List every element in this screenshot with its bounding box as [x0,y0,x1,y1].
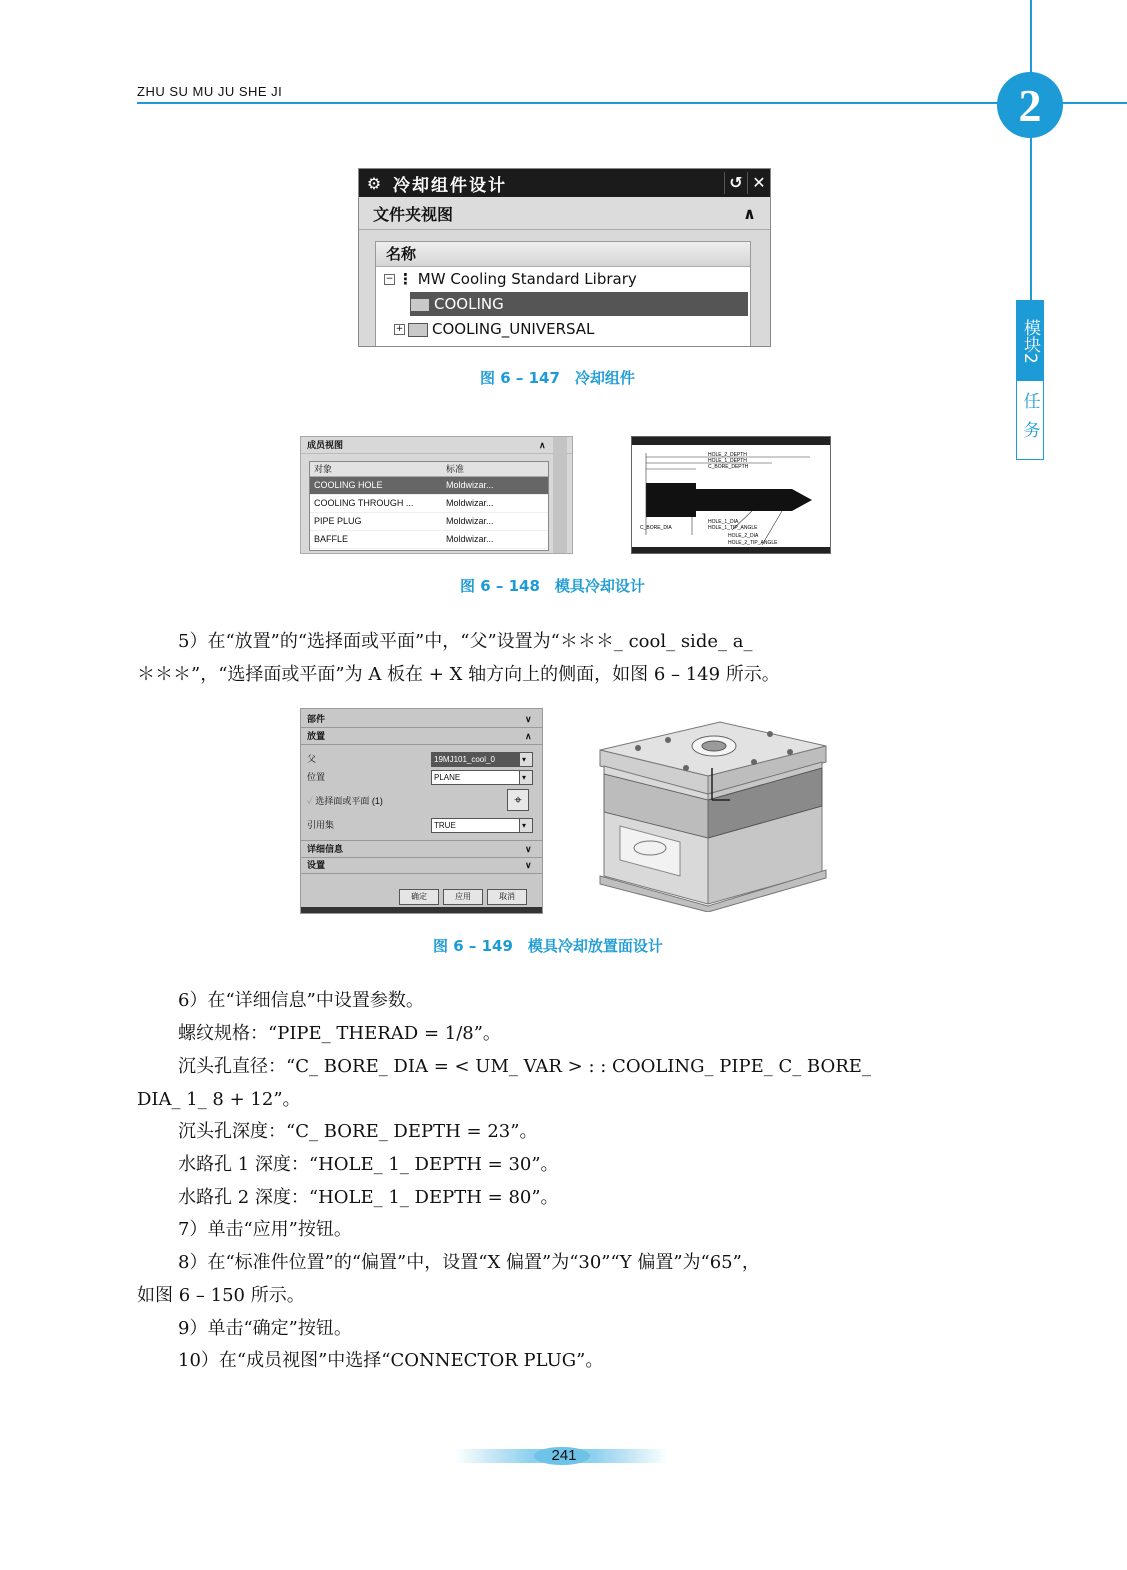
member-view-dialog [300,436,573,554]
close-icon[interactable]: ✕ [747,172,770,194]
ok-button[interactable]: 确定 [399,889,439,905]
param-cbore-depth: 沉头孔深度：“C_ BORE_ DEPTH = 23”。 [178,1121,538,1142]
param-cbore-dia-line-1: 沉头孔直径：“C_ BORE_ DIA = < UM_ VAR > : : COOLING_ PIPE_ C_ BORE_ [178,1056,871,1077]
position-label: 位置 [307,772,326,782]
select-face-label: 选择面或平面 (1) [315,796,383,806]
dialog-title: 冷却组件设计 [393,175,507,196]
figure-caption-149: 图 6 – 149 模具冷却放置面设计 [433,937,663,955]
diagram-bottom-bar [632,547,830,553]
step-8-line-2: 如图 6 – 150 所示。 [137,1285,305,1306]
row-std: Moldwizar... [446,516,494,526]
reset-icon[interactable]: ↺ [724,172,747,194]
tree-item-library[interactable] [384,267,744,291]
member-view-label: 成员视图 [307,440,344,450]
gear-icon[interactable]: ⚙ [366,173,382,193]
cancel-button[interactable]: 取消 [487,889,527,905]
figure-caption-147: 图 6 – 147 冷却组件 [480,369,635,387]
details-section[interactable] [301,840,542,858]
tree-item-label: COOLING_UNIVERSAL [432,320,595,338]
chevron-up-icon[interactable]: ∧ [743,203,756,223]
tree-column-header: 名称 [376,242,750,267]
row-name: COOLING HOLE [314,480,383,490]
row-name: COOLING THROUGH ... [314,498,414,508]
check-icon: ✓ [307,796,313,806]
label-cbore-depth: C_BORE_DEPTH [708,464,749,470]
library-icon: ⋮ [398,270,413,288]
label-cbore-dia: C_BORE_DIA [640,525,672,531]
param-thread: 螺纹规格：“PIPE_ THERAD = 1/8”。 [178,1023,501,1044]
cooling-hole-diagram [631,436,831,554]
chevron-down-icon[interactable]: ∨ [525,844,532,854]
folder-icon [408,323,428,337]
step-9: 9）单击“确定”按钮。 [178,1318,352,1339]
details-label: 详细信息 [307,844,344,854]
tree-item-label: MW Cooling Standard Library [417,270,637,288]
step-8-line-1: 8）在“标准件位置”的“偏置”中，设置“X 偏置”为“30”“Y 偏置”为“65”， [178,1252,760,1273]
running-title: ZHU SU MU JU SHE JI [137,84,283,99]
parent-label: 父 [307,754,317,764]
row-name: PIPE PLUG [314,516,362,526]
diagram-titlebar [632,437,830,445]
table-row[interactable] [310,477,548,495]
chevron-down-icon[interactable]: ∨ [525,714,532,724]
label-hole1-depth: HOLE_1_DEPTH [708,458,747,464]
param-hole1-depth: 水路孔 1 深度：“HOLE_ 1_ DEPTH = 30”。 [178,1154,559,1175]
chapter-badge: 2 [997,72,1063,138]
label-hole2-tip: HOLE_2_TIP_ANGLE [728,540,778,546]
label-hole2-depth: HOLE_2_DEPTH [708,452,747,458]
figure-caption-148: 图 6 – 148 模具冷却设计 [460,577,645,595]
placement-dialog [300,708,543,914]
table-row[interactable] [310,513,548,531]
col-standard: 标准 [446,464,465,474]
parts-section[interactable] [301,711,542,728]
side-tab-module: 模块2 [1017,301,1043,381]
chevron-up-icon[interactable]: ∧ [539,440,546,450]
position-select[interactable]: PLANE [431,770,521,785]
collapse-icon[interactable]: − [385,274,394,284]
select-face-row[interactable] [301,793,542,809]
mold-3d-view [590,708,828,912]
dialog-bottom-bar [301,907,542,913]
param-hole2-depth: 水路孔 2 深度：“HOLE_ 1_ DEPTH = 80”。 [178,1187,559,1208]
tree-item-cooling-universal[interactable] [394,317,744,341]
apply-button[interactable]: 应用 [443,889,483,905]
mold-render [590,708,828,912]
step-7: 7）单击“应用”按钮。 [178,1219,352,1240]
table-row[interactable] [310,531,548,549]
row-std: Moldwizar... [446,534,494,544]
member-table [309,461,549,551]
placement-label: 放置 [307,731,326,741]
col-object: 对象 [314,464,333,474]
chevron-up-icon[interactable]: ∧ [525,731,532,741]
table-row[interactable] [310,495,548,513]
parts-label: 部件 [307,714,326,724]
step-6: 6）在“详细信息”中设置参数。 [178,990,424,1011]
chevron-down-icon[interactable]: ▾ [519,770,533,785]
step-10: 10）在“成员视图”中选择“CONNECTOR PLUG”。 [178,1350,604,1371]
expand-icon[interactable]: + [395,324,404,334]
tree-item-label: COOLING [434,295,504,313]
settings-label: 设置 [307,860,326,870]
folder-view-label: 文件夹视图 [373,204,454,224]
page-number: 241 [551,1447,577,1464]
header-rule [137,102,1127,104]
refset-select[interactable]: TRUE [431,818,521,833]
tree-item-cooling[interactable] [410,292,748,316]
parent-select[interactable]: 19MJ101_cool_0 [431,752,521,767]
dialog-titlebar [359,169,770,197]
row-name: BAFFLE [314,534,349,544]
settings-section[interactable] [301,857,542,874]
param-cbore-dia-line-2: DIA_ 1_ 8 + 12”。 [137,1089,301,1110]
step-5-line-2: ＊＊＊”，“选择面或平面”为 A 板在 + X 轴方向上的侧面，如图 6 – 149 所示。 [137,664,780,685]
crosshair-icon[interactable]: ⌖ [507,789,529,811]
label-hole1-tip: HOLE_1_TIP_ANGLE [708,525,758,531]
label-hole2-dia: HOLE_2_DIA [728,533,759,539]
margin-rule [1030,0,1032,300]
folder-icon [410,298,430,312]
chevron-down-icon[interactable]: ∨ [525,860,532,870]
row-std: Moldwizar... [446,498,494,508]
chevron-down-icon[interactable]: ▾ [519,818,533,833]
side-tab [1016,300,1044,460]
cooling-hole-drawing [632,445,830,553]
side-tab-task: 任务 [1019,392,1040,450]
placement-section[interactable] [301,728,542,745]
folder-tree [375,241,751,347]
member-view-header[interactable] [301,437,572,454]
folder-view-header[interactable] [359,197,770,230]
label-hole1-dia: HOLE_1_DIA [708,519,739,525]
chevron-down-icon[interactable]: ▾ [519,752,533,767]
step-5-line-1: 5）在“放置”的“选择面或平面”中，“父”设置为“＊＊＊_ cool_ side_ a_ [178,631,753,652]
cooling-component-dialog [358,168,771,347]
scrollbar[interactable] [553,437,567,553]
refset-label: 引用集 [307,820,335,830]
table-header [310,462,548,477]
row-std: Moldwizar... [446,480,494,490]
